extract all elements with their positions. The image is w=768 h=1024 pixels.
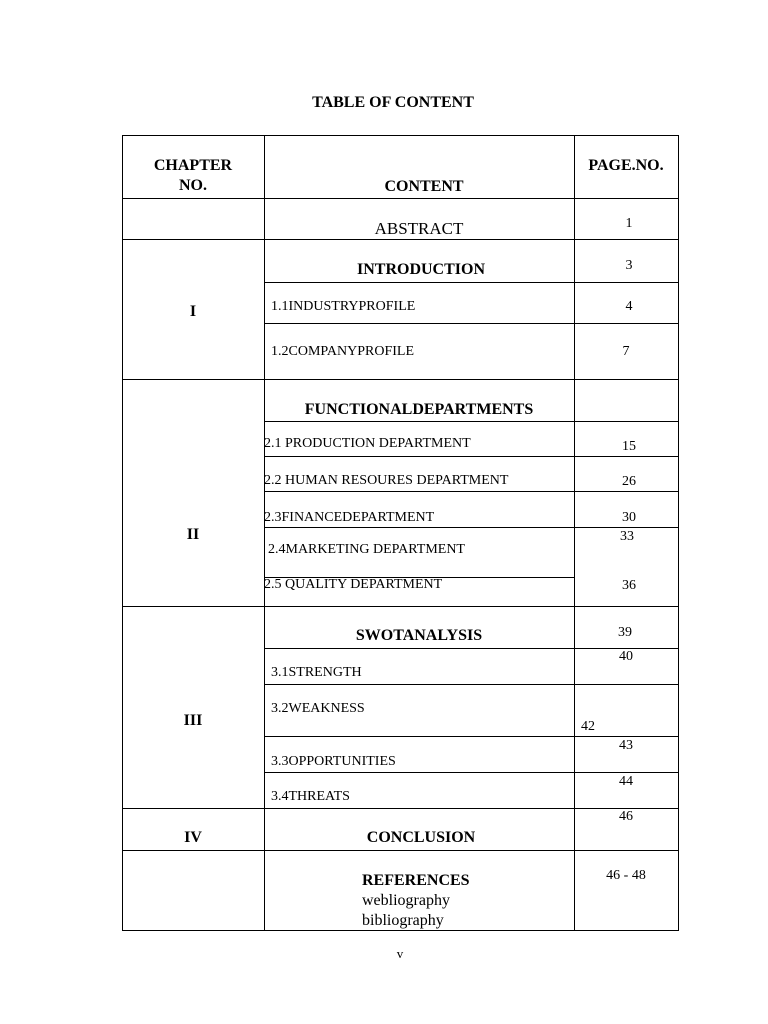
row-line bbox=[264, 491, 679, 492]
chapter-1-heading-page: 3 bbox=[625, 258, 633, 273]
toc-item-3-4: 3.4THREATS bbox=[271, 789, 350, 804]
toc-item-1-2: 1.2COMPANYPROFILE bbox=[271, 344, 415, 359]
chapter-3-heading: SWOTANALYSIS bbox=[355, 627, 483, 644]
page-title: TABLE OF CONTENT bbox=[312, 94, 474, 111]
row-line bbox=[122, 606, 679, 607]
chapter-4-heading: CONCLUSION bbox=[366, 829, 476, 846]
toc-item-3-2-page: 42 bbox=[581, 719, 595, 734]
abstract-label: ABSTRACT bbox=[374, 219, 464, 238]
row-line bbox=[264, 772, 679, 773]
toc-item-3-4-page: 44 bbox=[619, 774, 633, 789]
toc-item-1-1: 1.1INDUSTRYPROFILE bbox=[271, 299, 416, 314]
references-webliography: webliography bbox=[362, 892, 450, 909]
chapter-4-number: IV bbox=[184, 829, 202, 846]
toc-item-2-1-page: 15 bbox=[622, 439, 636, 454]
toc-item-1-1-page: 4 bbox=[625, 299, 633, 314]
row-line bbox=[122, 239, 679, 240]
toc-item-2-4-page: 33 bbox=[620, 529, 634, 544]
header-content: CONTENT bbox=[384, 178, 464, 195]
row-line bbox=[264, 282, 679, 283]
toc-item-2-2-page: 26 bbox=[622, 474, 636, 489]
header-chapter-line1: CHAPTER bbox=[153, 157, 233, 174]
toc-item-2-5-page: 36 bbox=[622, 578, 636, 593]
row-line bbox=[264, 323, 679, 324]
chapter-2-heading: FUNCTIONALDEPARTMENTS bbox=[304, 401, 534, 418]
row-line bbox=[264, 527, 679, 528]
toc-item-2-5: 2.5 QUALITY DEPARTMENT bbox=[264, 577, 443, 592]
toc-item-3-1: 3.1STRENGTH bbox=[271, 665, 362, 680]
references-block bbox=[362, 871, 470, 931]
toc-item-2-3: 2.3FINANCEDEPARTMENT bbox=[264, 510, 435, 525]
chapter-1-number: I bbox=[189, 303, 197, 320]
toc-item-1-2-page: 7 bbox=[622, 344, 630, 359]
row-line bbox=[122, 379, 679, 380]
toc-item-2-4: 2.4MARKETING DEPARTMENT bbox=[268, 542, 465, 557]
chapter-3-number: III bbox=[183, 712, 203, 729]
row-line bbox=[264, 421, 679, 422]
table-divider-page bbox=[574, 135, 575, 931]
row-line bbox=[122, 198, 679, 199]
chapter-4-page: 46 bbox=[619, 809, 633, 824]
references-page: 46 - 48 bbox=[606, 868, 646, 883]
table-border-right bbox=[678, 135, 679, 931]
toc-item-3-3: 3.3OPPORTUNITIES bbox=[271, 754, 396, 769]
toc-item-3-1-page: 40 bbox=[619, 649, 633, 664]
table-divider-chapter bbox=[264, 135, 265, 931]
row-line bbox=[264, 456, 679, 457]
chapter-2-number: II bbox=[186, 526, 200, 543]
toc-item-3-3-page: 43 bbox=[619, 738, 633, 753]
header-chapter-no bbox=[122, 156, 264, 196]
header-page-no: PAGE.NO. bbox=[588, 157, 664, 174]
toc-item-3-2: 3.2WEAKNESS bbox=[271, 701, 365, 716]
chapter-3-heading-page: 39 bbox=[618, 625, 632, 640]
table-border-top bbox=[122, 135, 679, 136]
references-bibliography: bibliography bbox=[362, 912, 444, 929]
references-heading: REFERENCES bbox=[362, 872, 470, 889]
row-line bbox=[264, 684, 679, 685]
row-line bbox=[264, 736, 679, 737]
toc-item-2-3-page: 30 bbox=[622, 510, 636, 525]
chapter-1-heading: INTRODUCTION bbox=[356, 261, 485, 278]
row-line bbox=[122, 850, 679, 851]
toc-item-2-1: 2.1 PRODUCTION DEPARTMENT bbox=[264, 436, 471, 451]
page-number-footer: v bbox=[396, 946, 404, 961]
abstract-page: 1 bbox=[625, 216, 633, 231]
header-chapter-line2: NO. bbox=[179, 177, 207, 194]
toc-item-2-2: 2.2 HUMAN RESOURES DEPARTMENT bbox=[264, 473, 509, 488]
